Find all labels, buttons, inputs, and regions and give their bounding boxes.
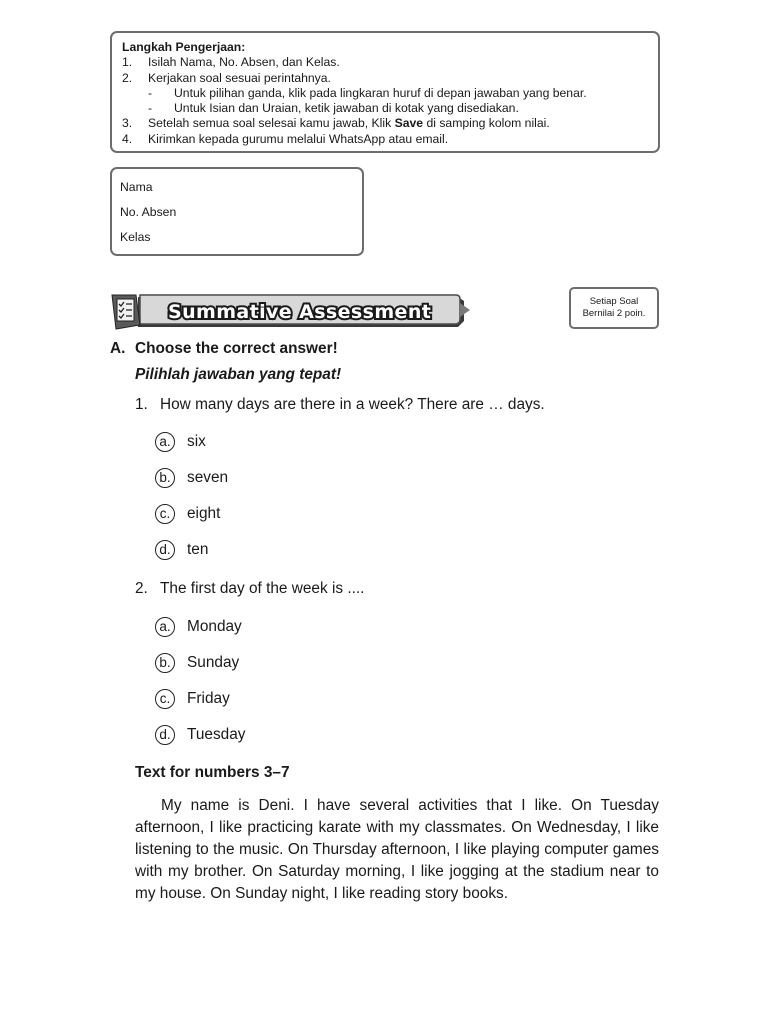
option-text: six: [187, 433, 206, 450]
section-title: Choose the correct answer!: [135, 340, 338, 357]
option-text: Monday: [187, 618, 242, 635]
text-heading: Text for numbers 3–7: [135, 764, 290, 781]
absen-label: No. Absen: [120, 205, 177, 219]
class-field[interactable]: [120, 228, 354, 253]
substep-dash: -: [148, 85, 153, 100]
option-text: seven: [187, 469, 229, 486]
section-label: A.: [110, 340, 126, 357]
option-circle[interactable]: a.: [155, 432, 175, 452]
instruction-step-4: [122, 132, 648, 147]
option-circle[interactable]: d.: [155, 540, 175, 560]
summative-assessment-banner: [108, 291, 492, 340]
points-line-2: Bernilai 2 poin.: [582, 308, 646, 319]
points-info-box: [569, 287, 659, 329]
option-circle[interactable]: b.: [155, 468, 175, 488]
step-text: [148, 116, 550, 131]
option-text: ten: [187, 541, 209, 558]
step-number: 1.: [122, 55, 133, 70]
banner-title: Summative Assessment: [168, 301, 432, 323]
option-2c[interactable]: [155, 689, 230, 709]
question-number: 2.: [135, 580, 148, 597]
instructions-title: Langkah Pengerjaan:: [122, 40, 246, 54]
substep-text: Untuk pilihan ganda, klik pada lingkaran huruf di depan jawaban yang benar.: [174, 85, 587, 100]
option-text: Sunday: [187, 654, 240, 671]
step-text: Kerjakan soal sesuai perintahnya.: [148, 70, 331, 85]
option-text: Tuesday: [187, 726, 246, 743]
option-1d[interactable]: [155, 540, 208, 560]
step-text-part: di samping kolom nilai.: [423, 116, 550, 131]
question-text: How many days are there in a week? There are … days.: [160, 396, 545, 413]
option-text: eight: [187, 505, 221, 522]
instruction-step-1: [122, 55, 648, 70]
step-text-part: Setelah semua soal selesai kamu jawab, Klik: [148, 116, 395, 131]
instruction-step-2: [122, 71, 648, 86]
option-text: Friday: [187, 690, 230, 707]
substep-text: Untuk Isian dan Uraian, ketik jawaban di kotak yang disediakan.: [174, 101, 519, 116]
option-circle[interactable]: b.: [155, 653, 175, 673]
substep-dash: -: [148, 101, 153, 116]
option-1b[interactable]: [155, 468, 228, 488]
option-circle[interactable]: c.: [155, 504, 175, 524]
section-subtitle: Pilihlah jawaban yang tepat!: [135, 366, 342, 383]
option-1a[interactable]: [155, 432, 206, 452]
option-2d[interactable]: [155, 725, 245, 745]
instructions-box: [110, 31, 660, 153]
save-keyword: Save: [394, 116, 424, 131]
option-2b[interactable]: [155, 653, 239, 673]
option-2a[interactable]: [155, 617, 242, 637]
points-line-1: Setiap Soal: [589, 296, 639, 307]
name-label: Nama: [120, 180, 153, 194]
question-number: 1.: [135, 396, 148, 413]
option-1c[interactable]: [155, 504, 220, 524]
identity-box: [110, 167, 364, 256]
banner-graphic: [108, 291, 492, 335]
step-text: Kirimkan kepada gurumu melalui WhatsApp atau email.: [148, 131, 449, 146]
step-number: 3.: [122, 116, 133, 131]
instruction-substep-2: [122, 101, 648, 116]
step-number: 2.: [122, 70, 133, 85]
instruction-substep-1: [122, 86, 648, 101]
reading-passage: My name is Deni. I have several activities that I like. On Tuesday afternoon, I like practicing karate with my classmates. On Wednesday, I like listening to the music. On Thursday afternoon, I like playing computer games with my brother. On Saturday morning, I like jogging at the stadium near to my house. On Sunday night, I like reading story books.: [135, 797, 659, 902]
class-label: Kelas: [120, 230, 151, 244]
option-circle[interactable]: c.: [155, 689, 175, 709]
step-text: Isilah Nama, No. Absen, dan Kelas.: [148, 55, 340, 70]
step-number: 4.: [122, 131, 133, 146]
absen-field[interactable]: [120, 203, 354, 228]
option-circle[interactable]: a.: [155, 617, 175, 637]
question-text: The first day of the week is ....: [160, 580, 365, 597]
option-circle[interactable]: d.: [155, 725, 175, 745]
name-field[interactable]: [120, 178, 354, 203]
instruction-step-3: [122, 116, 648, 131]
